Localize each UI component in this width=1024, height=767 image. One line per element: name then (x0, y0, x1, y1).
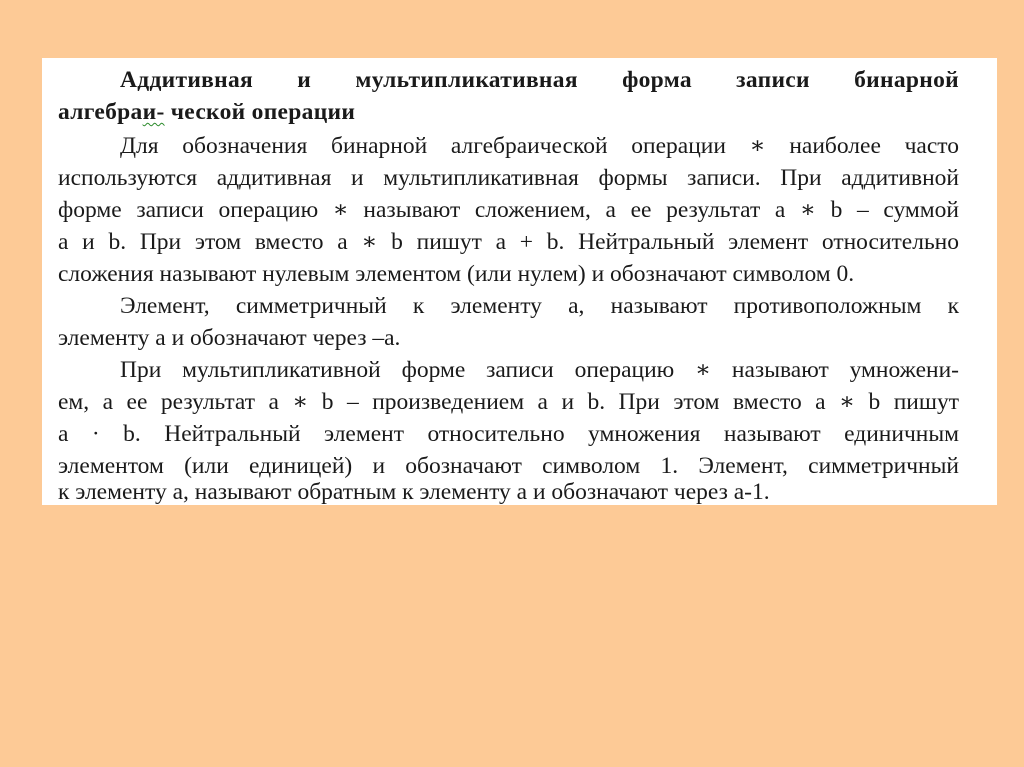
paragraph-1-line-2: используются аддитивная и мультипликативная формы записи. При аддитивной (58, 165, 959, 191)
title-line-2-text: алгебраи- ческой операции (58, 99, 356, 125)
paragraph-3-line-5: к элементу а, называют обратным к элементу а и обозначают через а-1. (58, 479, 770, 505)
paragraph-2-line-1: Элемент, симметричный к элементу а, называют противоположным к (120, 293, 959, 319)
paragraph-3-line-4: элементом (или единицей) и обозначают символом 1. Элемент, симметричный (58, 453, 959, 479)
paragraph-1-line-5: сложения называют нулевым элементом (или нулем) и обозначают символом 0. (58, 261, 855, 287)
paragraph-3-line-1: При мультипликативной форме записи операцию ∗ называют умножени- (120, 357, 959, 383)
title-line-2 (58, 98, 959, 126)
spellcheck-mark: и- (142, 99, 165, 125)
paragraph-1-line-4: а и b. При этом вместо a ∗ b пишут а + b. Нейтральный элемент относительно (58, 229, 959, 255)
paragraph-1-line-1: Для обозначения бинарной алгебраической операции ∗ наиболее часто (120, 133, 959, 159)
paragraph-1-line-3: форме записи операцию ∗ называют сложением, а ее результат a ∗ b – суммой (58, 197, 959, 223)
paragraph-2-line-2: элементу а и обозначают через –а. (58, 325, 401, 351)
paragraph-3-line-3: a · b. Нейтральный элемент относительно умножения называют единичным (58, 421, 959, 447)
title-line-1: Аддитивная и мультипликативная форма записи бинарной (120, 67, 959, 93)
paragraph-3-line-2: ем, а ее результат а ∗ b – произведением а и b. При этом вместо а ∗ b пишут (58, 389, 959, 415)
text-document (42, 58, 997, 505)
